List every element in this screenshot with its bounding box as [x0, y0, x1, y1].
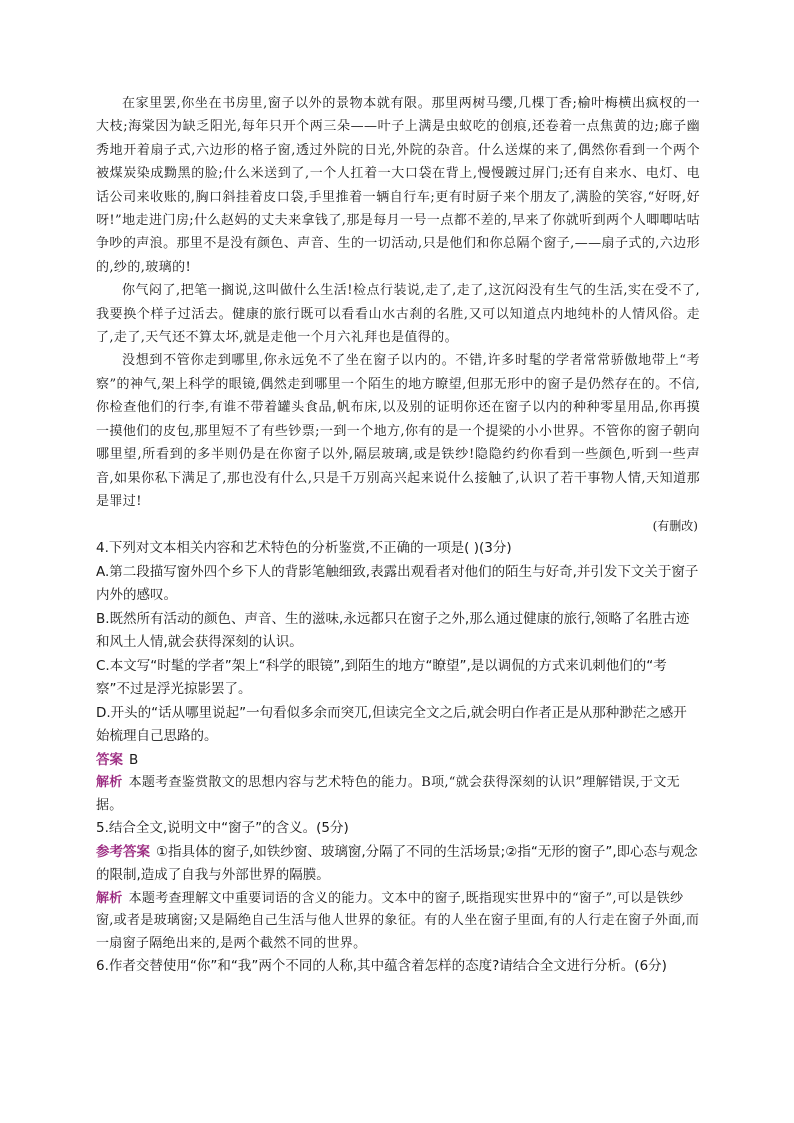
passage-paragraph-1: 在家里罢,你坐在书房里,窗子以外的景物本就有限。那里两树马缨,几棵丁香;榆叶梅横出疯杈的一大枝;海棠因为缺乏阳光,每年只开个两三朵——叶子上满是虫蚁吃的创痕,还卷着一点焦黄的边;廊子幽秀地开着扇子式,六边形的格子窗,透过外院的日光,外院的杂音。什么送煤的来了,偶然你看到一个两个被煤炭染成黝黑的脸;什么米送到了,一个人扛着一大口袋在背上,慢慢踱过屏门;还有自来水、电灯、电话公司来收账的,胸口斜挂着皮口袋,手里推着一辆自行车;更有时厨子来个朋友了,满脸的笑容,“好呀,好呀!”地走进门房;什么赵妈的丈夫来拿钱了,那是每月一号一点都不差的,早来了你就听到两个人唧唧咕咕争吵的声浪。那里不是没有颜色、声音、生的一切活动,只是他们和你总隔个窗子,——扇子式的,六边形的,纱的,玻璃的!: [96, 96, 700, 275]
question-5-answer: [96, 841, 700, 888]
question-4-stem: 4.下列对文本相关内容和艺术特色的分析鉴赏,不正确的一项是( )(3分): [96, 540, 512, 557]
option-b: B.既然所有活动的颜色、声音、生的滋味,永远都只在窗子之外,那么通过健康的旅行,领略了名胜古迹和风土人情,就会获得深刻的认识。: [96, 610, 690, 651]
question-5: [96, 817, 700, 955]
question-5-explanation: [96, 888, 700, 956]
reading-passage: [96, 92, 700, 513]
question-4-answer: [96, 749, 700, 773]
explanation-label: 解析: [96, 775, 123, 791]
answer-label: 答案: [96, 751, 123, 768]
source-note: (有删改): [652, 519, 698, 534]
option-d: D.开头的“话从哪里说起”一句看似多余而突兀,但读完全文之后,就会明白作者正是从那种渺茫之感开始梳理自己思路的。: [96, 704, 687, 745]
question-4: [96, 537, 700, 817]
question-4-explanation: [96, 772, 700, 817]
passage-paragraph-2: 你气闷了,把笔一搁说,这叫做什么生活!检点行装说,走了,走了,这沉闷没有生气的生活,实在受不了,我要换个样子过活去。健康的旅行既可以看看山水古刹的名胜,又可以知道点内地纯朴的人情风俗。走了,走了,天气还不算太坏,就是走他一个月六礼拜也是值得的。: [96, 283, 700, 346]
option-a: A.第二段描写窗外四个乡下人的背影笔触细致,表露出观看者对他们的陌生与好奇,并引发下文关于窗子内外的感叹。: [96, 563, 699, 604]
explanation-label: 解析: [96, 890, 123, 906]
passage-paragraph-3: 没想到不管你走到哪里,你永远免不了坐在窗子以内的。不错,许多时髦的学者常常骄傲地带上“考察”的神气,架上科学的眼镜,偶然走到哪里一个陌生的地方瞭望,但那无形中的窗子是仍然存在的。不信,你检查他们的行李,有谁不带着罐头食品,帆布床,以及别的证明你还在窗子以内的种种零星用品,你再摸一摸他们的皮包,那里短不了有些钞票;一到一个地方,你有的是一个提梁的小小世界。不管你的窗子朝向哪里望,所看到的多半则仍是在你窗子以外,隔层玻璃,或是铁纱!隐隐约约你看到一些颜色,听到一些声音,如果你私下满足了,那也没有什么,只是千万别高兴起来说什么接触了,认识了若干事物人情,天知道那是罪过!: [96, 353, 700, 509]
question-5-stem: 5.结合全文,说明文中“窗子”的含义。(5分): [96, 820, 349, 837]
reference-answer-label: 参考答案: [96, 843, 150, 860]
option-c: C.本文写“时髦的学者”架上“科学的眼镜”,到陌生的地方“瞭望”,是以调侃的方式来讥刺他们的“考察”不过是浮光掠影罢了。: [96, 657, 667, 698]
question-6: [96, 955, 700, 979]
question-6-stem: 6.作者交替使用“你”和“我”两个不同的人称,其中蕴含着怎样的态度?请结合全文进行分析。(6分): [96, 958, 667, 975]
explanation-text: 本题考查鉴赏散文的思想内容与艺术特色的能力。B项,“就会获得深刻的认识”理解错误,于文无据。: [96, 775, 680, 813]
answer-value: B: [129, 751, 139, 768]
document-page: [96, 92, 700, 979]
reference-answer-text: ①指具体的窗子,如铁纱窗、玻璃窗,分隔了不同的生活场景;②指“无形的窗子”,即心态与观念的限制,造成了自我与外部世界的隔膜。: [96, 843, 698, 884]
explanation-text: 本题考查理解文中重要词语的含义的能力。文本中的窗子,既指现实世界中的“窗子”,可以是铁纱窗,或者是玻璃窗;又是隔绝自己生活与他人世界的象征。有的人坐在窗子里面,有的人行走在窗子外面,而一扇窗子隔绝出来的,是两个截然不同的世界。: [96, 890, 700, 951]
